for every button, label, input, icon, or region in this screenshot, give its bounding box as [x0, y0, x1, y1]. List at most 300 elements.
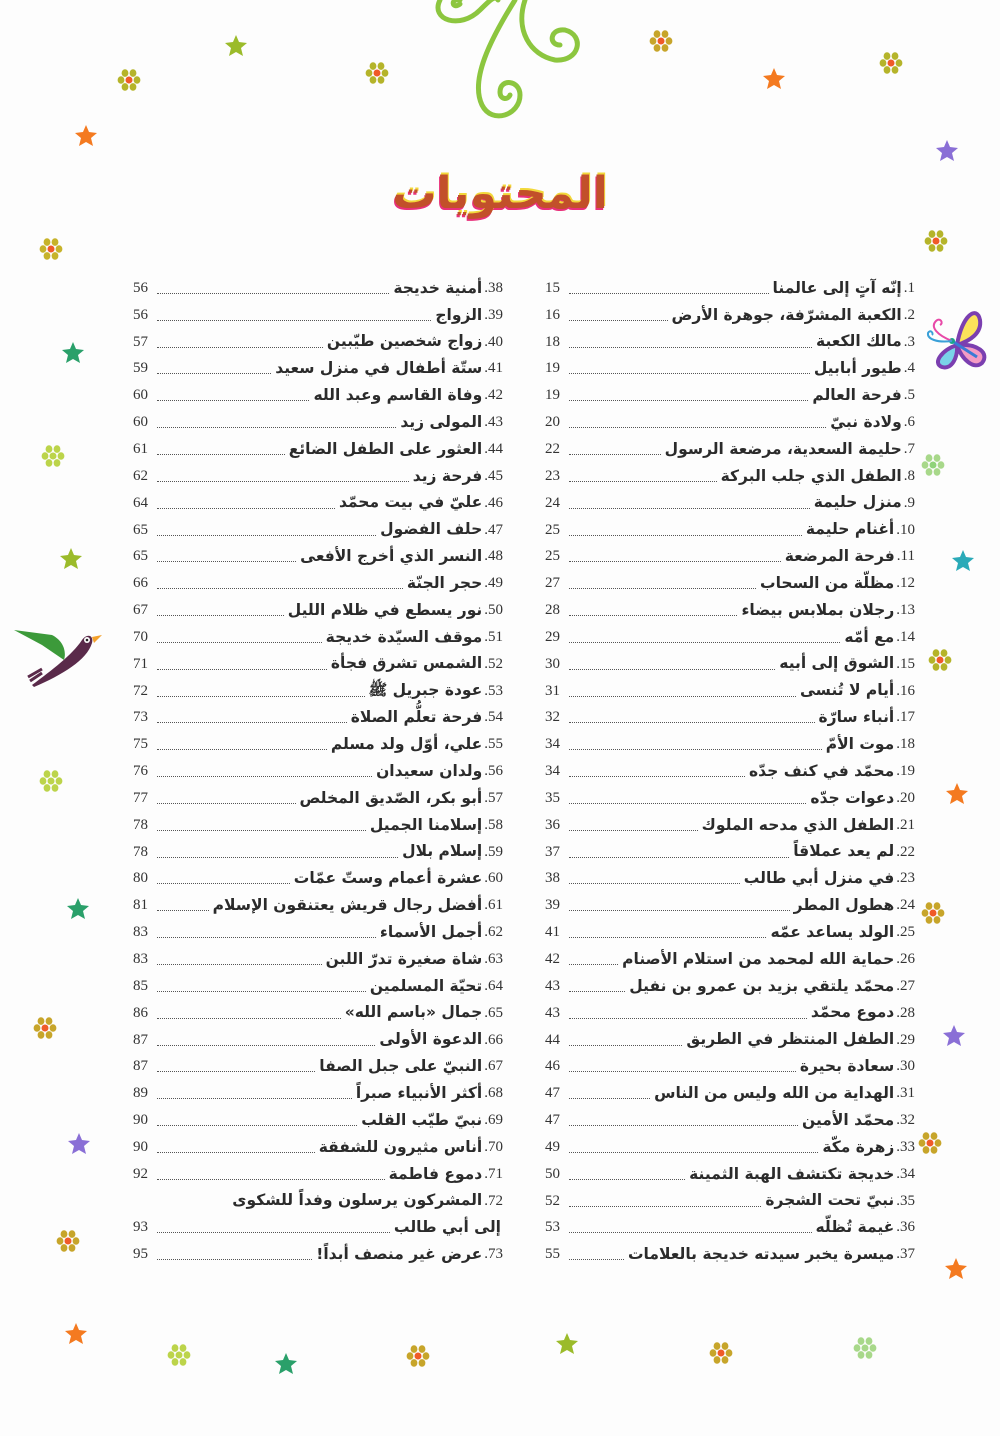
toc-entry[interactable]	[133, 973, 503, 1000]
entry-number: 54.	[484, 709, 503, 726]
entry-number: 36.	[896, 1219, 915, 1236]
entry-number: 10.	[896, 521, 915, 538]
entry-number: 2.	[903, 306, 915, 323]
flower-icon	[55, 1228, 81, 1254]
toc-entry[interactable]	[133, 866, 503, 893]
toc-entry[interactable]	[545, 651, 915, 678]
dot-leader	[157, 1232, 390, 1233]
entry-number: 5.	[903, 387, 915, 404]
toc-entry[interactable]	[545, 1027, 915, 1054]
entry-page-number: 25	[545, 521, 560, 538]
entry-title: محمّد يلتقي بزيد بن عمرو بن نفيل	[629, 976, 895, 995]
toc-entry[interactable]	[133, 705, 503, 732]
toc-entry[interactable]	[545, 705, 915, 732]
entry-page-number: 25	[545, 548, 560, 565]
flower-icon	[166, 1342, 192, 1368]
dot-leader	[569, 669, 775, 670]
dot-leader	[569, 481, 717, 482]
toc-entry[interactable]	[545, 973, 915, 1000]
entry-page-number: 37	[545, 843, 560, 860]
entry-title: جمال «باسم الله»	[344, 1003, 483, 1022]
entry-number: 1.	[903, 279, 915, 296]
dot-leader	[157, 937, 376, 938]
entry-number: 25.	[896, 924, 915, 941]
toc-entry[interactable]	[545, 812, 915, 839]
toc-entry[interactable]	[545, 517, 915, 544]
dot-leader	[569, 776, 745, 777]
dot-leader	[569, 910, 790, 911]
toc-entry[interactable]	[545, 1107, 915, 1134]
entry-number: 20.	[896, 789, 915, 806]
entry-page-number: 47	[545, 1112, 560, 1129]
flower-icon	[927, 647, 953, 673]
entry-number: 53.	[484, 682, 503, 699]
dot-leader	[157, 1045, 375, 1046]
dot-leader	[157, 373, 271, 374]
entry-title: أناس مثيرون للشفقة	[318, 1137, 483, 1156]
entry-number: 38.	[484, 279, 503, 296]
entry-page-number: 28	[545, 602, 560, 619]
entry-title: أيام لا تُنسى	[800, 681, 895, 700]
entry-page-number: 86	[133, 1004, 148, 1021]
dot-leader	[569, 320, 668, 321]
dot-leader	[157, 427, 396, 428]
entry-number: 37.	[896, 1246, 915, 1263]
toc-entry[interactable]	[545, 839, 915, 866]
toc-entry[interactable]	[545, 1241, 915, 1268]
toc-entry[interactable]	[545, 409, 915, 436]
entry-title: المشركون يرسلون وفداً للشكوى	[232, 1191, 483, 1210]
toc-entry[interactable]	[545, 1188, 915, 1215]
toc-entry[interactable]	[545, 1053, 915, 1080]
dot-leader	[157, 293, 389, 294]
entry-title: حجر الجنّة	[406, 573, 483, 592]
dot-leader	[569, 1259, 624, 1260]
butterfly-icon	[922, 305, 992, 370]
flower-icon	[405, 1343, 431, 1369]
entry-page-number: 34	[545, 736, 560, 753]
entry-number: 49.	[484, 575, 503, 592]
entry-number: 11.	[896, 548, 915, 565]
entry-page-number: 78	[133, 816, 148, 833]
dot-leader	[157, 400, 309, 401]
dot-leader	[157, 696, 365, 697]
dot-leader	[569, 561, 781, 562]
entry-number: 42.	[484, 387, 503, 404]
entry-number: 32.	[896, 1112, 915, 1129]
dot-leader	[569, 508, 810, 509]
toc-entry[interactable]	[133, 678, 503, 705]
entry-page-number: 95	[133, 1246, 148, 1263]
flower-icon	[920, 452, 946, 478]
entry-page-number: 30	[545, 655, 560, 672]
flower-icon	[648, 28, 674, 54]
entry-page-number: 64	[133, 494, 148, 511]
dot-leader	[157, 347, 323, 348]
entry-title: عرض غير منصف أبداً!	[316, 1245, 483, 1264]
entry-page-number: 16	[545, 306, 560, 323]
dot-leader	[157, 1152, 315, 1153]
entry-page-number: 83	[133, 924, 148, 941]
entry-page-number: 56	[133, 306, 148, 323]
star-icon	[945, 1258, 967, 1280]
flower-icon	[917, 1130, 943, 1156]
entry-page-number: 66	[133, 575, 148, 592]
entry-page-number: 65	[133, 548, 148, 565]
toc-entry[interactable]	[133, 1000, 503, 1027]
entry-number: 46.	[484, 494, 503, 511]
star-icon	[556, 1333, 578, 1355]
entry-title: مالك الكعبة	[816, 332, 902, 351]
entry-number: 27.	[896, 977, 915, 994]
entry-number: 69.	[484, 1112, 503, 1129]
dot-leader	[157, 535, 376, 536]
entry-title: حماية الله لمحمد من استلام الأصنام	[622, 949, 895, 968]
toc-entry[interactable]	[133, 302, 503, 329]
star-icon	[60, 548, 82, 570]
entry-page-number: 15	[545, 279, 560, 296]
dot-leader	[569, 427, 826, 428]
entry-page-number: 19	[545, 360, 560, 377]
entry-page-number: 56	[133, 279, 148, 296]
toc-entry[interactable]	[545, 570, 915, 597]
entry-title: علي، أوّل ولد مسلم	[330, 735, 483, 754]
entry-page-number: 55	[545, 1246, 560, 1263]
toc-entry[interactable]	[133, 892, 503, 919]
dot-leader	[157, 776, 372, 777]
dot-leader	[569, 1018, 807, 1019]
dot-leader	[569, 803, 806, 804]
toc-entry[interactable]	[133, 812, 503, 839]
dot-leader	[157, 910, 209, 911]
entry-number: 40.	[484, 333, 503, 350]
toc-entry[interactable]	[545, 866, 915, 893]
entry-title: موقف السيّدة خديجة	[325, 627, 483, 646]
entry-title: إلى أبي طالب	[393, 1218, 501, 1237]
entry-number: 59.	[484, 843, 503, 860]
toc-entry[interactable]	[545, 356, 915, 383]
entry-title: نبيّ تحت الشجرة	[765, 1191, 895, 1210]
dot-leader	[569, 964, 618, 965]
flower-icon	[116, 67, 142, 93]
toc-entry[interactable]	[545, 275, 915, 302]
entry-page-number: 62	[133, 467, 148, 484]
entry-title: إسلام بلال	[402, 842, 483, 861]
entry-title: عشرة أعمام وستّ عمّات	[293, 869, 483, 888]
entry-title: الزواج	[435, 305, 483, 324]
toc-entry[interactable]	[133, 382, 503, 409]
entry-page-number: 20	[545, 414, 560, 431]
entry-page-number: 60	[133, 414, 148, 431]
dot-leader	[569, 830, 698, 831]
entry-number: 26.	[896, 951, 915, 968]
entry-page-number: 59	[133, 360, 148, 377]
entry-page-number: 49	[545, 1138, 560, 1155]
entry-number: 39.	[484, 306, 503, 323]
toc-entry[interactable]	[545, 785, 915, 812]
toc-entry[interactable]	[133, 463, 503, 490]
entry-page-number: 83	[133, 951, 148, 968]
toc-entry[interactable]	[545, 624, 915, 651]
dot-leader	[157, 588, 403, 589]
entry-title: دموع محمّد	[810, 1003, 895, 1022]
entry-page-number: 73	[133, 709, 148, 726]
entry-page-number: 92	[133, 1165, 148, 1182]
flower-icon	[38, 236, 64, 262]
entry-title: مظلّة من السحاب	[760, 573, 895, 592]
flower-icon	[708, 1340, 734, 1366]
entry-page-number: 89	[133, 1085, 148, 1102]
entry-page-number: 18	[545, 333, 560, 350]
toc-entry[interactable]	[133, 1215, 503, 1242]
toc-entry[interactable]	[545, 329, 915, 356]
entry-title: النسر الذي أخرج الأفعى	[300, 547, 483, 566]
entry-title: أجمل الأسماء	[379, 922, 483, 941]
entry-page-number: 47	[545, 1085, 560, 1102]
star-icon	[75, 125, 97, 147]
toc-entry[interactable]	[133, 946, 503, 973]
entry-page-number: 78	[133, 843, 148, 860]
entry-title: هطول المطر	[793, 896, 895, 915]
entry-number: 19.	[896, 763, 915, 780]
toc-entry[interactable]	[133, 651, 503, 678]
entry-title: فرحة تعلُّم الصلاة	[350, 708, 483, 727]
toc-entry[interactable]	[545, 919, 915, 946]
star-icon	[763, 68, 785, 90]
entry-page-number: 39	[545, 897, 560, 914]
entry-title: الهداية من الله وليس من الناس	[654, 1083, 895, 1102]
toc-entry[interactable]	[133, 1080, 503, 1107]
toc-entry[interactable]	[133, 731, 503, 758]
toc-entry[interactable]	[133, 436, 503, 463]
entry-page-number: 31	[545, 682, 560, 699]
entry-title: دموع فاطمة	[388, 1164, 483, 1183]
entry-page-number: 81	[133, 897, 148, 914]
toc-entry[interactable]	[133, 1053, 503, 1080]
toc-entry[interactable]	[545, 1080, 915, 1107]
entry-page-number: 34	[545, 763, 560, 780]
flower-icon	[364, 60, 390, 86]
toc-entry[interactable]	[133, 409, 503, 436]
entry-number: 33.	[896, 1138, 915, 1155]
entry-number: 34.	[896, 1165, 915, 1182]
entry-title: أكثر الأنبياء صبراً	[355, 1083, 483, 1102]
toc-entry[interactable]	[133, 624, 503, 651]
entry-page-number: 23	[545, 467, 560, 484]
dot-leader	[157, 1098, 352, 1099]
toc-entry[interactable]	[133, 1188, 503, 1215]
entry-number: 31.	[896, 1085, 915, 1102]
entry-title: إنّه آتٍ إلى عالمنا	[772, 278, 902, 297]
entry-number: 15.	[896, 655, 915, 672]
entry-page-number: 41	[545, 924, 560, 941]
toc-entry[interactable]	[545, 302, 915, 329]
entry-title: أغنام حليمة	[805, 520, 895, 539]
star-icon	[62, 342, 84, 364]
entry-title: نور يسطع في ظلام الليل	[287, 600, 483, 619]
entry-number: 3.	[903, 333, 915, 350]
dot-leader	[157, 722, 347, 723]
toc-entry[interactable]	[133, 543, 503, 570]
dot-leader	[157, 561, 296, 562]
toc-entry[interactable]	[545, 1000, 915, 1027]
toc-entry[interactable]	[133, 1161, 503, 1188]
flower-icon	[878, 50, 904, 76]
entry-number: 56.	[484, 763, 503, 780]
toc-entry[interactable]	[133, 517, 503, 544]
entry-page-number: 77	[133, 789, 148, 806]
dot-leader	[569, 749, 822, 750]
entry-page-number: 57	[133, 333, 148, 350]
dot-leader	[157, 320, 431, 321]
toc-entry[interactable]	[133, 356, 503, 383]
entry-number: 55.	[484, 736, 503, 753]
toc-entry[interactable]	[133, 490, 503, 517]
entry-number: 72.	[484, 1192, 503, 1209]
entry-title: الطفل الذي مدحه الملوك	[701, 815, 895, 834]
entry-title: مع أمّه	[844, 627, 895, 646]
entry-page-number: 24	[545, 494, 560, 511]
toc-entry[interactable]	[133, 570, 503, 597]
entry-title: إسلامنا الجميل	[369, 815, 483, 834]
entry-number: 44.	[484, 440, 503, 457]
toc-entry[interactable]	[545, 758, 915, 785]
bird-icon	[12, 625, 102, 690]
entry-number: 17.	[896, 709, 915, 726]
dot-leader	[157, 454, 285, 455]
dot-leader	[157, 857, 398, 858]
toc-entry[interactable]	[545, 1134, 915, 1161]
toc-entry[interactable]	[133, 919, 503, 946]
toc-entry[interactable]	[545, 543, 915, 570]
dot-leader	[157, 1179, 385, 1180]
toc-entry[interactable]	[133, 785, 503, 812]
toc-entry[interactable]	[133, 1027, 503, 1054]
toc-entry[interactable]	[545, 490, 915, 517]
entry-number: 48.	[484, 548, 503, 565]
toc-entry[interactable]	[133, 758, 503, 785]
entry-title: ولدان سعيدان	[376, 761, 483, 780]
entry-page-number: 22	[545, 440, 560, 457]
entry-number: 61.	[484, 897, 503, 914]
toc-entry[interactable]	[545, 382, 915, 409]
entry-page-number: 85	[133, 977, 148, 994]
entry-number: 43.	[484, 414, 503, 431]
flower-icon	[32, 1015, 58, 1041]
entry-page-number: 32	[545, 709, 560, 726]
entry-number: 4.	[903, 360, 915, 377]
entry-title: دعوات جدّه	[810, 788, 895, 807]
toc-entry[interactable]	[545, 1161, 915, 1188]
dot-leader	[569, 615, 737, 616]
dot-leader	[569, 1152, 818, 1153]
toc-entry[interactable]	[133, 597, 503, 624]
star-icon	[65, 1323, 87, 1345]
entry-page-number: 61	[133, 440, 148, 457]
dot-leader	[157, 481, 409, 482]
entry-title: أمنية خديجة	[393, 278, 483, 297]
dot-leader	[569, 857, 789, 858]
toc-entry[interactable]	[133, 1241, 503, 1268]
entry-page-number: 90	[133, 1138, 148, 1155]
toc-entry[interactable]	[133, 839, 503, 866]
swirl-vine-icon	[420, 0, 580, 125]
entry-number: 30.	[896, 1058, 915, 1075]
toc-entry[interactable]	[545, 731, 915, 758]
dot-leader	[569, 1098, 650, 1099]
dot-leader	[569, 1045, 682, 1046]
dot-leader	[157, 669, 327, 670]
toc-entry[interactable]	[545, 436, 915, 463]
toc-entry[interactable]	[545, 892, 915, 919]
entry-title: الشمس تشرق فجأة	[330, 654, 483, 673]
entry-title: أبو بكر، الصّديق المخلص	[299, 788, 483, 807]
entry-title: عليّ في بيت محمّد	[338, 493, 483, 512]
entry-title: فرحة زيد	[412, 466, 483, 485]
toc-entry[interactable]	[133, 1134, 503, 1161]
entry-page-number: 46	[545, 1058, 560, 1075]
dot-leader	[157, 991, 366, 992]
entry-title: الدعوة الأولى	[379, 1030, 483, 1049]
toc-entry[interactable]	[545, 597, 915, 624]
dot-leader	[569, 293, 769, 294]
entry-page-number: 27	[545, 575, 560, 592]
dot-leader	[569, 1232, 812, 1233]
dot-leader	[157, 749, 327, 750]
entry-number: 51.	[484, 628, 503, 645]
dot-leader	[569, 588, 756, 589]
entry-page-number: 29	[545, 628, 560, 645]
dot-leader	[569, 373, 810, 374]
toc-entry[interactable]	[133, 275, 503, 302]
entry-number: 9.	[903, 494, 915, 511]
entry-page-number: 35	[545, 789, 560, 806]
dot-leader	[569, 1071, 796, 1072]
toc-entry[interactable]	[545, 946, 915, 973]
entry-page-number: 60	[133, 387, 148, 404]
dot-leader	[157, 803, 296, 804]
entry-number: 6.	[903, 414, 915, 431]
entry-page-number: 52	[545, 1192, 560, 1209]
entry-title: زواج شخصين طيّبين	[326, 332, 483, 351]
toc-entry[interactable]	[545, 678, 915, 705]
toc-entry[interactable]	[545, 1215, 915, 1242]
entry-number: 35.	[896, 1192, 915, 1209]
dot-leader	[569, 400, 808, 401]
entry-title: محمّد في كنف جدّه	[749, 761, 895, 780]
toc-entry[interactable]	[133, 329, 503, 356]
entry-number: 18.	[896, 736, 915, 753]
entry-title: النبيّ على جبل الصفا	[319, 1057, 483, 1076]
toc-column-right	[545, 275, 915, 1268]
entry-number: 73.	[484, 1246, 503, 1263]
star-icon	[67, 898, 89, 920]
entry-number: 12.	[896, 575, 915, 592]
entry-title: الشوق إلى أبيه	[779, 654, 895, 673]
entry-page-number: 44	[545, 1031, 560, 1048]
entry-page-number: 53	[545, 1219, 560, 1236]
entry-page-number: 36	[545, 816, 560, 833]
entry-number: 58.	[484, 816, 503, 833]
dot-leader	[569, 1125, 798, 1126]
entry-title: ستّة أطفال في منزل سعيد	[275, 359, 483, 378]
dot-leader	[569, 991, 625, 992]
entry-title: حليمة السعدية، مرضعة الرسول	[664, 439, 902, 458]
flower-icon	[920, 900, 946, 926]
toc-entry[interactable]	[133, 1107, 503, 1134]
toc-entry[interactable]	[545, 463, 915, 490]
entry-title: الولد يساعد عمّه	[770, 922, 895, 941]
